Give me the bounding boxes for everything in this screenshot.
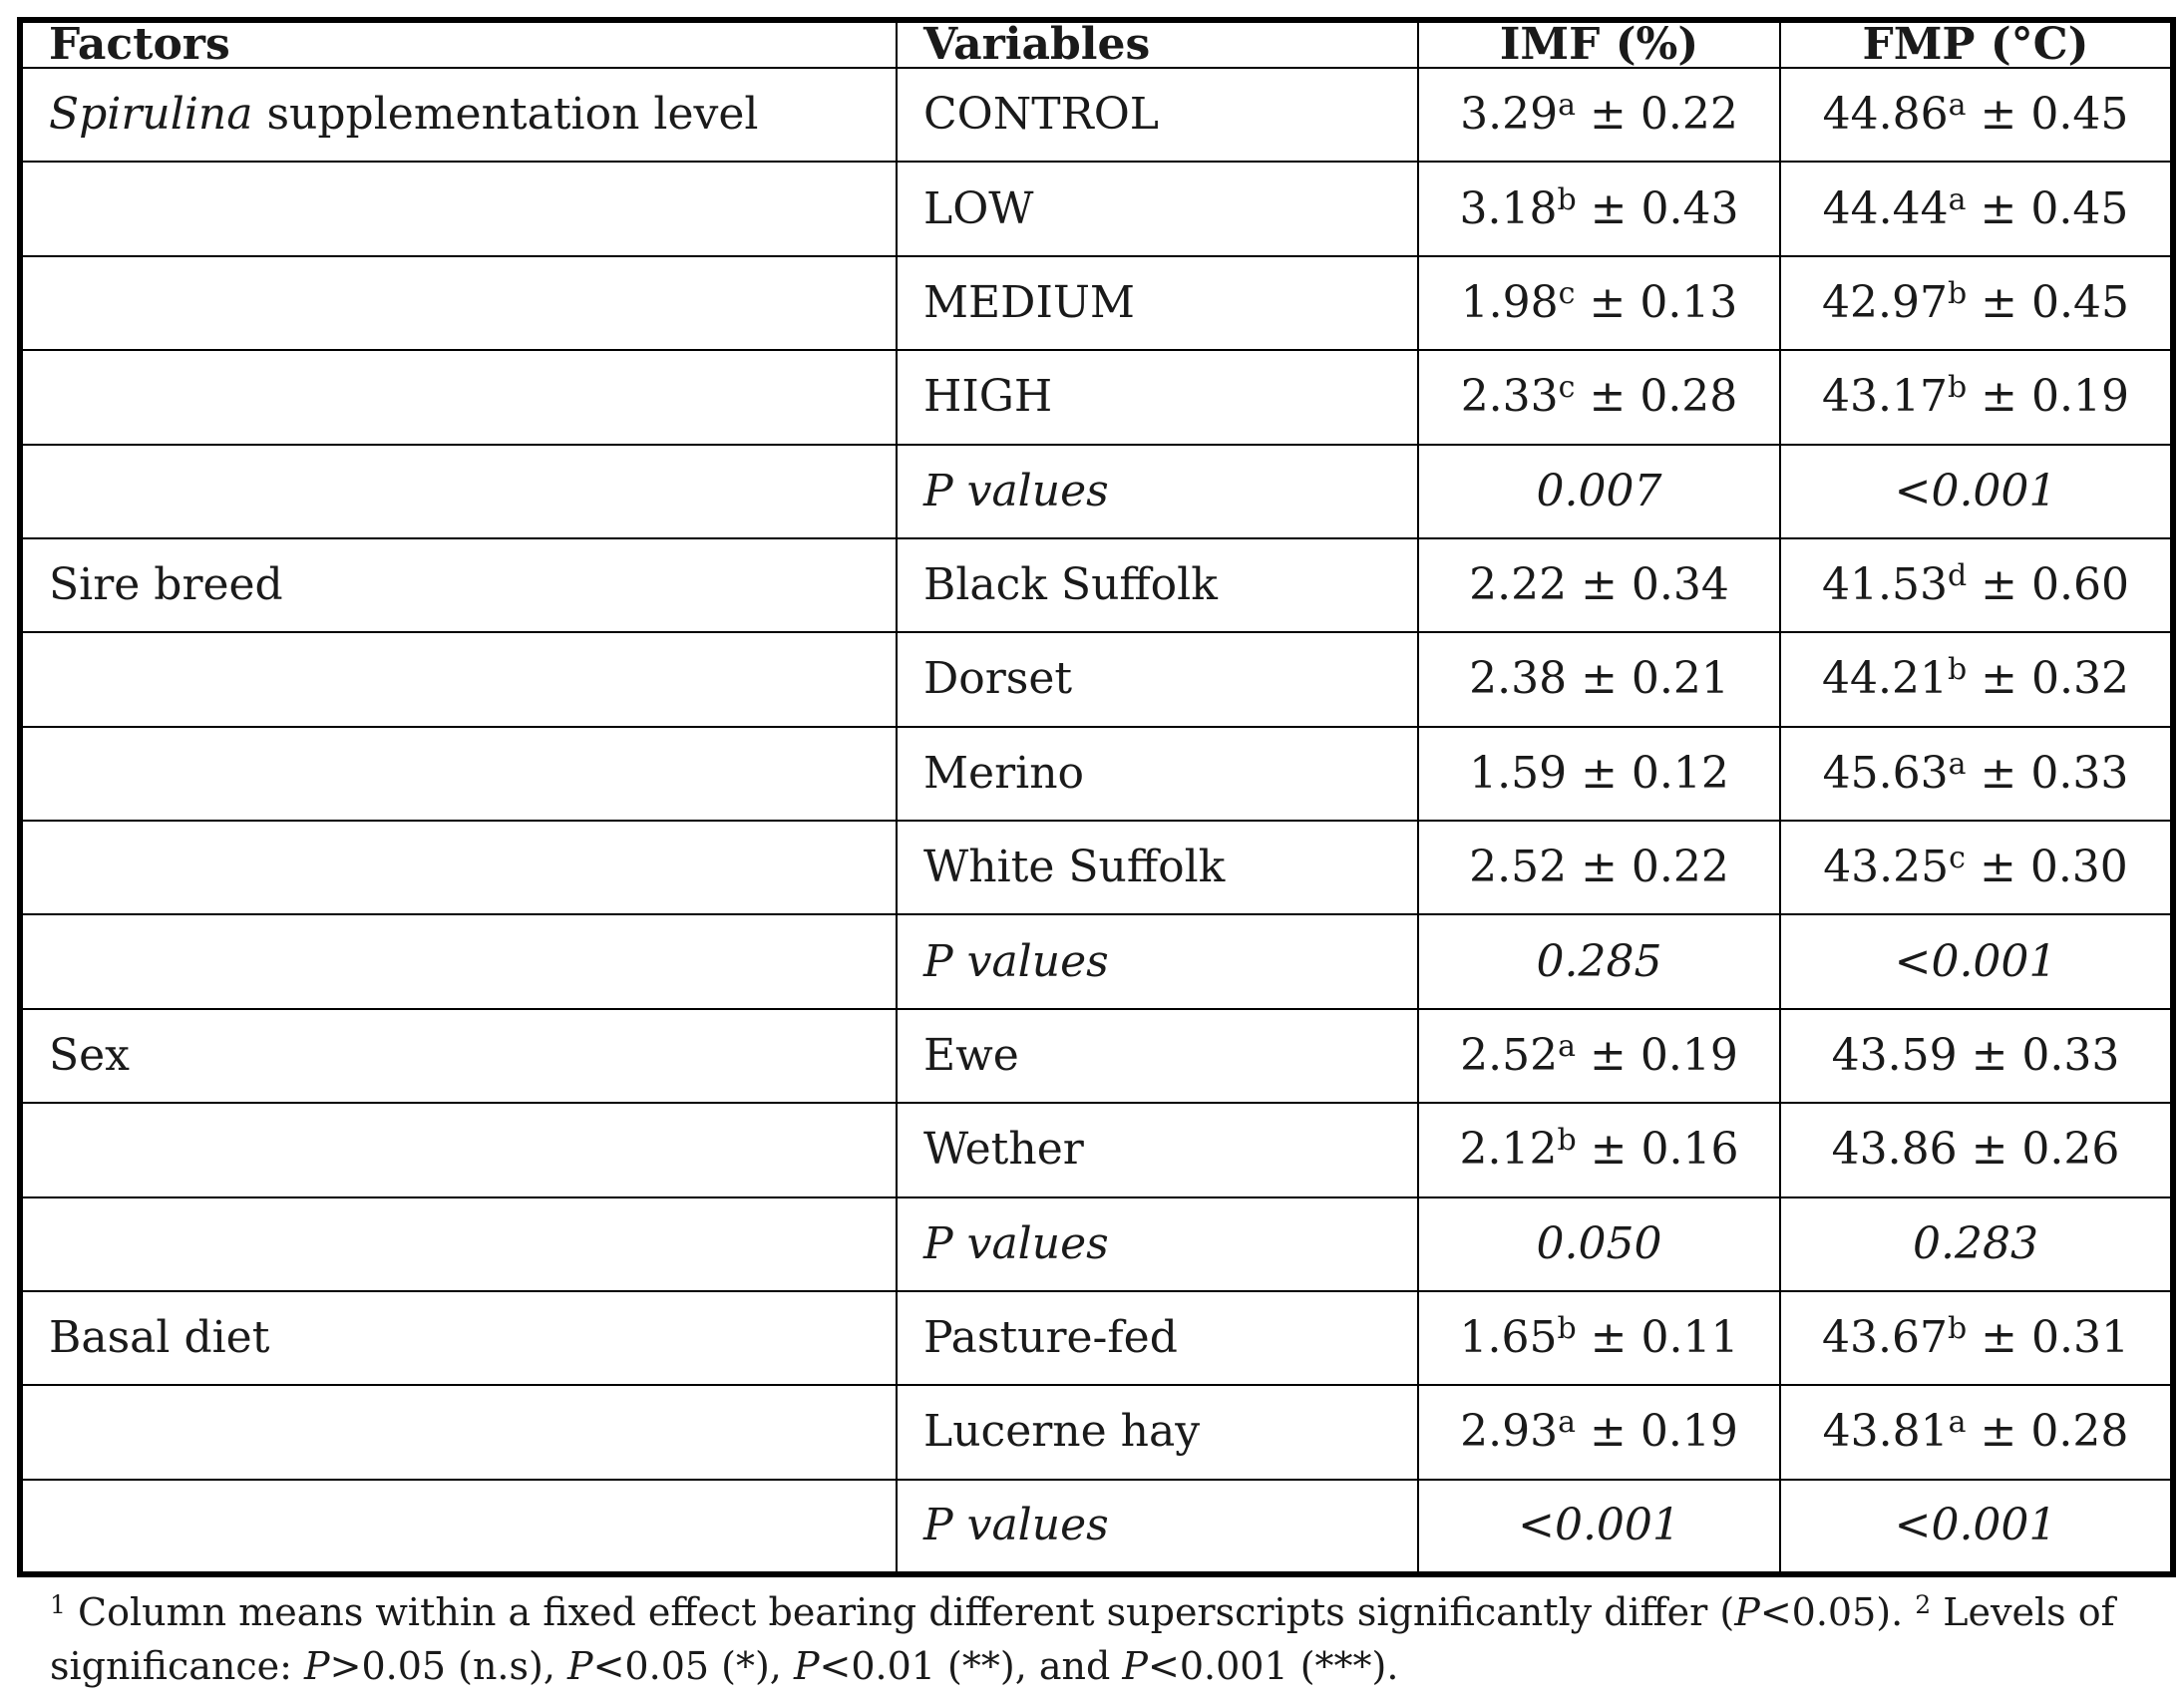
fmp-superscript: c (1949, 841, 1966, 876)
fmp-standard-error: ± 0.45 (1980, 182, 2129, 234)
variable-cell: MEDIUM (897, 256, 1418, 350)
footnote-text-7: <0.001 (***). (1148, 1644, 1399, 1688)
variable-cell: HIGH (897, 350, 1418, 444)
imf-p-value: <0.001 (1418, 1480, 1780, 1571)
imf-standard-error: ± 0.21 (1581, 653, 1729, 705)
header-imf: IMF (%) (1418, 23, 1780, 68)
fmp-superscript: b (1947, 275, 1968, 311)
imf-value-cell (1418, 1385, 1780, 1479)
imf-standard-error: ± 0.22 (1590, 89, 1738, 141)
variable-cell: Pasture-fed (897, 1291, 1418, 1385)
factor-cell (23, 1103, 897, 1196)
fmp-mean: 42.97 (1821, 276, 1948, 328)
results-table-frame (17, 17, 2176, 1577)
fmp-standard-error: ± 0.45 (1981, 276, 2129, 328)
table-row (23, 821, 2170, 914)
factor-cell (23, 538, 897, 632)
fmp-mean: 43.25 (1823, 842, 1950, 893)
table-row (23, 1009, 2170, 1103)
factor-label: Basal diet (49, 1312, 270, 1364)
fmp-p-value: 0.283 (1780, 1197, 2170, 1291)
imf-value-cell (1418, 256, 1780, 350)
variable-cell: P values (897, 1480, 1418, 1571)
factor-cell (23, 1291, 897, 1385)
imf-standard-error: ± 0.16 (1590, 1124, 1739, 1176)
header-factors: Factors (23, 23, 897, 68)
fmp-standard-error: ± 0.19 (1981, 371, 2129, 423)
factor-cell (23, 1385, 897, 1479)
fmp-mean: 44.21 (1821, 653, 1948, 705)
imf-standard-error: ± 0.34 (1581, 559, 1729, 611)
table-row (23, 256, 2170, 350)
factor-label: Sire breed (49, 559, 283, 611)
fmp-superscript: a (1948, 88, 1967, 124)
footnote-p-symbol: P (1734, 1590, 1760, 1634)
table-row (23, 632, 2170, 726)
table-body (23, 68, 2170, 1571)
variable-cell: Dorset (897, 632, 1418, 726)
results-table (23, 23, 2170, 1571)
factor-cell (23, 350, 897, 444)
imf-mean: 2.12 (1459, 1124, 1558, 1176)
fmp-standard-error: ± 0.32 (1981, 653, 2129, 705)
fmp-superscript: a (1948, 1405, 1967, 1441)
factor-label-italic: Spirulina (49, 89, 253, 141)
fmp-standard-error: ± 0.60 (1981, 559, 2129, 611)
fmp-standard-error: ± 0.31 (1981, 1312, 2129, 1364)
imf-superscript: a (1558, 88, 1577, 124)
fmp-mean: 44.44 (1822, 182, 1949, 234)
fmp-standard-error: ± 0.33 (1971, 1029, 2120, 1081)
footnote-p-symbol: P (304, 1644, 330, 1688)
factor-cell (23, 256, 897, 350)
fmp-value-cell (1780, 68, 2170, 162)
fmp-value-cell (1780, 1103, 2170, 1196)
fmp-value-cell (1780, 727, 2170, 821)
fmp-standard-error: ± 0.28 (1980, 1406, 2129, 1458)
imf-mean: 2.38 (1469, 653, 1568, 705)
footnote-text-4: >0.05 (n.s), (329, 1644, 555, 1688)
imf-superscript: c (1558, 370, 1576, 406)
imf-mean: 1.98 (1460, 276, 1559, 328)
imf-mean: 2.93 (1460, 1406, 1559, 1458)
imf-mean: 3.18 (1459, 182, 1558, 234)
p-value-row (23, 1197, 2170, 1291)
variable-cell: Ewe (897, 1009, 1418, 1103)
imf-standard-error: ± 0.11 (1590, 1312, 1739, 1364)
footnote-marker-2: 2 (1915, 1590, 1932, 1619)
imf-mean: 3.29 (1460, 89, 1559, 141)
factor-cell (23, 68, 897, 162)
table-row (23, 162, 2170, 255)
footnote-p-symbol: P (793, 1644, 820, 1688)
fmp-value-cell (1780, 256, 2170, 350)
fmp-p-value: <0.001 (1780, 1480, 2170, 1571)
imf-standard-error: ± 0.19 (1590, 1029, 1738, 1081)
p-value-row (23, 1480, 2170, 1571)
fmp-value-cell (1780, 1009, 2170, 1103)
variable-cell: P values (897, 445, 1418, 538)
factor-label: supplementation level (266, 89, 759, 141)
fmp-standard-error: ± 0.33 (1980, 747, 2129, 799)
variable-cell: LOW (897, 162, 1418, 255)
fmp-superscript: a (1948, 181, 1967, 217)
fmp-value-cell (1780, 821, 2170, 914)
fmp-value-cell (1780, 632, 2170, 726)
fmp-value-cell (1780, 1291, 2170, 1385)
table-header-row (23, 23, 2170, 68)
imf-value-cell (1418, 821, 1780, 914)
factor-cell (23, 727, 897, 821)
imf-standard-error: ± 0.22 (1581, 842, 1729, 893)
fmp-value-cell (1780, 538, 2170, 632)
footnote-text-2: <0.05). (1759, 1590, 1904, 1634)
imf-standard-error: ± 0.12 (1581, 747, 1729, 799)
fmp-value-cell (1780, 162, 2170, 255)
header-fmp: FMP (°C) (1780, 23, 2170, 68)
imf-mean: 2.52 (1460, 1029, 1559, 1081)
imf-mean: 1.59 (1469, 747, 1568, 799)
p-value-row (23, 445, 2170, 538)
fmp-mean: 41.53 (1821, 559, 1948, 611)
variable-cell: Black Suffolk (897, 538, 1418, 632)
imf-superscript: a (1558, 1405, 1577, 1441)
table-row (23, 1291, 2170, 1385)
imf-standard-error: ± 0.19 (1590, 1406, 1738, 1458)
variable-cell: Merino (897, 727, 1418, 821)
variable-cell: P values (897, 914, 1418, 1008)
imf-value-cell (1418, 632, 1780, 726)
factor-cell (23, 1009, 897, 1103)
table-row (23, 1103, 2170, 1196)
imf-standard-error: ± 0.28 (1589, 371, 1738, 423)
imf-mean: 2.52 (1469, 842, 1568, 893)
fmp-value-cell (1780, 350, 2170, 444)
variable-cell: Wether (897, 1103, 1418, 1196)
footnote-text-3: Levels of significance: (50, 1590, 2115, 1688)
imf-value-cell (1418, 538, 1780, 632)
fmp-standard-error: ± 0.30 (1979, 842, 2128, 893)
fmp-mean: 43.67 (1821, 1312, 1948, 1364)
fmp-mean: 43.86 (1831, 1124, 1958, 1176)
imf-superscript: c (1558, 275, 1576, 311)
fmp-mean: 44.86 (1822, 89, 1949, 141)
variable-cell: White Suffolk (897, 821, 1418, 914)
table-row (23, 68, 2170, 162)
footnote-marker-1: 1 (50, 1590, 66, 1619)
variable-cell: CONTROL (897, 68, 1418, 162)
header-variables: Variables (897, 23, 1418, 68)
imf-value-cell (1418, 1009, 1780, 1103)
footnote-text-5: <0.05 (*), (592, 1644, 782, 1688)
imf-value-cell (1418, 1291, 1780, 1385)
fmp-superscript: b (1947, 370, 1968, 406)
fmp-mean: 43.59 (1831, 1029, 1958, 1081)
imf-p-value: 0.050 (1418, 1197, 1780, 1291)
imf-mean: 1.65 (1459, 1312, 1558, 1364)
imf-p-value: 0.007 (1418, 445, 1780, 538)
imf-standard-error: ± 0.43 (1590, 182, 1739, 234)
footnote-p-symbol: P (567, 1644, 593, 1688)
imf-value-cell (1418, 1103, 1780, 1196)
factor-label: Sex (49, 1029, 130, 1081)
variable-cell: P values (897, 1197, 1418, 1291)
fmp-mean: 43.81 (1822, 1406, 1949, 1458)
factor-cell (23, 162, 897, 255)
fmp-standard-error: ± 0.45 (1980, 89, 2129, 141)
table-footnote (50, 1585, 2164, 1693)
footnote-p-symbol: P (1122, 1644, 1148, 1688)
fmp-superscript: b (1947, 1311, 1968, 1347)
fmp-standard-error: ± 0.26 (1971, 1124, 2120, 1176)
imf-value-cell (1418, 68, 1780, 162)
imf-mean: 2.22 (1469, 559, 1568, 611)
p-value-row (23, 914, 2170, 1008)
footnote-text-1: Column means within a fixed effect bearing different superscripts significantly differ ( (78, 1590, 1735, 1634)
table-row (23, 1385, 2170, 1479)
factor-cell (23, 914, 897, 1008)
fmp-value-cell (1780, 1385, 2170, 1479)
fmp-mean: 43.17 (1821, 371, 1948, 423)
imf-superscript: a (1558, 1028, 1577, 1064)
factor-cell (23, 1480, 897, 1571)
imf-superscript: b (1557, 1311, 1577, 1347)
imf-value-cell (1418, 727, 1780, 821)
imf-standard-error: ± 0.13 (1589, 276, 1738, 328)
imf-value-cell (1418, 350, 1780, 444)
factor-cell (23, 1197, 897, 1291)
fmp-superscript: a (1948, 746, 1967, 782)
table-row (23, 538, 2170, 632)
table-row (23, 350, 2170, 444)
imf-superscript: b (1557, 1123, 1577, 1159)
table-row (23, 727, 2170, 821)
factor-cell (23, 445, 897, 538)
fmp-p-value: <0.001 (1780, 445, 2170, 538)
factor-cell (23, 821, 897, 914)
fmp-p-value: <0.001 (1780, 914, 2170, 1008)
factor-cell (23, 632, 897, 726)
fmp-superscript: b (1947, 652, 1968, 688)
fmp-mean: 45.63 (1822, 747, 1949, 799)
fmp-superscript: d (1947, 558, 1968, 594)
imf-mean: 2.33 (1460, 371, 1559, 423)
imf-p-value: 0.285 (1418, 914, 1780, 1008)
variable-cell: Lucerne hay (897, 1385, 1418, 1479)
imf-superscript: b (1557, 181, 1577, 217)
footnote-text-6: <0.01 (**), and (819, 1644, 1111, 1688)
imf-value-cell (1418, 162, 1780, 255)
